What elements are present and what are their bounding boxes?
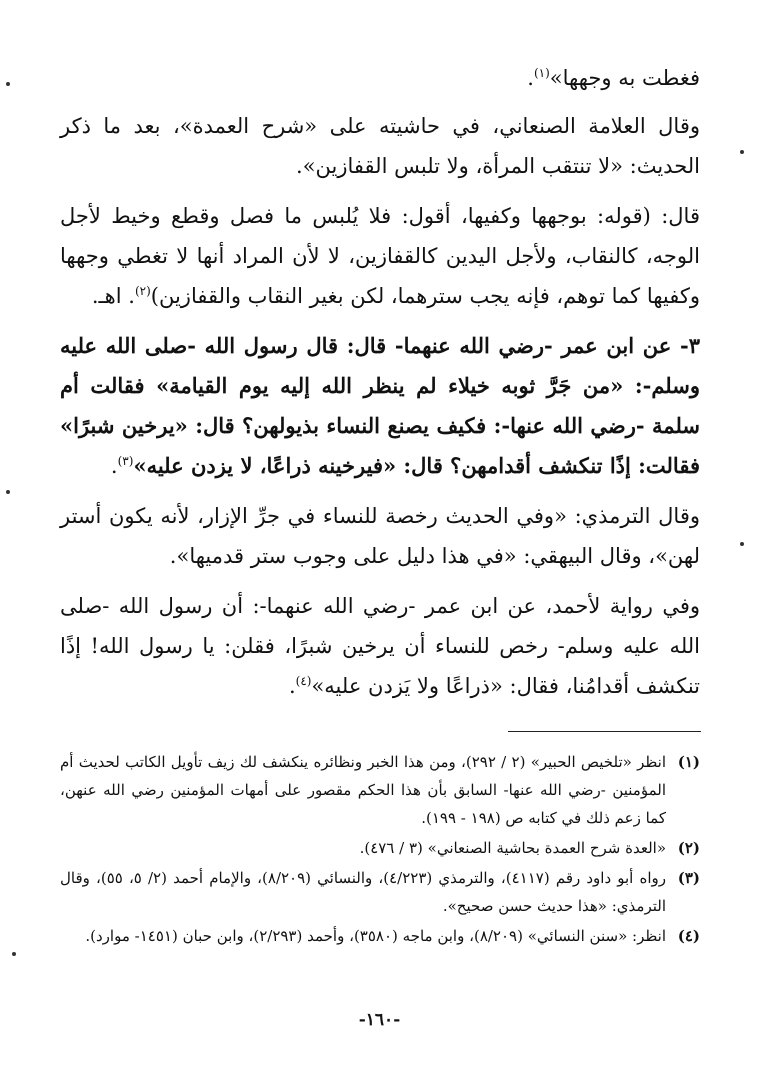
paragraph-3-text: قال: (قوله: بوجهها وكفيها، أقول: فلا يُلبس ما فصل وقطع وخيط لأجل الوجه، كالنقاب، ولأجل اليدين كالقفازين، لا لأن المراد أنها لا تغطي وجهها وكفيها كما توهم، فإنه يجب سترهما، لكن بغير النقاب والقفازين) bbox=[60, 204, 700, 308]
footnote-number: (٣) bbox=[677, 869, 700, 887]
footnote-separator bbox=[508, 731, 701, 732]
paragraph-4-tail: . bbox=[110, 454, 118, 478]
page-number: -١٦٠- bbox=[358, 1010, 401, 1030]
scan-speck bbox=[740, 150, 744, 154]
footnote-number: (٤) bbox=[677, 927, 700, 945]
paragraph-1-text: فغطت به وجهها» bbox=[549, 66, 700, 90]
footnotes bbox=[60, 748, 700, 952]
paragraph-6 bbox=[60, 586, 700, 706]
footnote-1 bbox=[60, 748, 700, 832]
paragraph-4-text: ٣- عن ابن عمر -رضي الله عنهما- قال: قال رسول الله -صلى الله عليه وسلم-: «من جَرَّ ثوبه خيلاء لم ينظر الله إليه يوم القيامة» فقالت أم سلمة -رضي الله عنها-: فكيف يصنع النساء بذيولهن؟ قال: «يرخين شبرًا» فقالت: إذًا تنكشف أقدامهن؟ قال: «فيرخينه ذراعًا، لا يزدن عليه» bbox=[60, 333, 700, 478]
footnote-3 bbox=[60, 864, 700, 920]
footnote-text: انظر «تلخيص الحبير» (٢ / ٢٩٢)، ومن هذا الخبر ونظائره ينكشف لك زيف تأويل الكاتب لحديث أم المؤمنين -رضي الله عنها- السابق بأن هذا الحكم مقصور على أمهات المؤمنين رضي الله عنهن، كما زعم ذلك في كتابه ص (١٩٨ - ١٩٩). bbox=[60, 753, 667, 827]
footnote-ref-1[interactable]: (١) bbox=[533, 66, 550, 80]
footnote-text: انظر: «سنن النسائي» (٨/٢٠٩)، وابن ماجه (٣٥٨٠)، وأحمد (٢/٢٩٣)، وابن حبان (١٤٥١- موارد). bbox=[85, 927, 666, 945]
footnote-ref-2[interactable]: (٢) bbox=[134, 284, 151, 298]
paragraph-5 bbox=[60, 496, 700, 576]
paragraph-3 bbox=[60, 196, 700, 316]
paragraph-6-text: وفي رواية لأحمد، عن ابن عمر -رضي الله عنهما-: أن رسول الله -صلى الله عليه وسلم- رخص للنساء أن يرخين شبرًا، فقلن: يا رسول الله! إذًا تنكشف أقدامُنا، فقال: «ذراعًا ولا يَزدن عليه» bbox=[60, 594, 700, 698]
paragraph-3-tail: . اهـ. bbox=[91, 284, 135, 308]
paragraph-1-tail: . bbox=[527, 66, 534, 90]
scan-speck bbox=[12, 952, 16, 956]
footnote-number: (٢) bbox=[677, 839, 700, 857]
scan-speck bbox=[740, 542, 744, 546]
page-body bbox=[60, 58, 700, 716]
footnote-number: (١) bbox=[677, 753, 700, 771]
footnote-ref-4[interactable]: (٤) bbox=[295, 674, 312, 688]
scan-speck bbox=[6, 82, 10, 86]
footnote-ref-3[interactable]: (٣) bbox=[117, 454, 134, 468]
paragraph-4 bbox=[60, 326, 700, 486]
footnote-4 bbox=[60, 922, 700, 950]
footnote-text: «العدة شرح العمدة بحاشية الصنعاني» (٣ / ٤٧٦). bbox=[359, 839, 666, 857]
paragraph-5-text: وقال الترمذي: «وفي الحديث رخصة للنساء في جرِّ الإزار، لأنه يكون أستر لهن»، وقال البيهقي: «في هذا دليل على وجوب ستر قدميها». bbox=[60, 504, 700, 568]
paragraph-6-tail: . bbox=[288, 674, 296, 698]
footnote-text: رواه أبو داود رقم (٤١١٧)، والترمذي (٤/٢٢٣)، والنسائي (٨/٢٠٩)، والإمام أحمد (٢/ ٥، ٥٥)، وقال الترمذي: «هذا حديث حسن صحيح». bbox=[60, 869, 666, 915]
scan-speck bbox=[6, 490, 10, 494]
paragraph-2-text: وقال العلامة الصنعاني، في حاشيته على «شرح العمدة»، بعد ما ذكر الحديث: «لا تنتقب المرأة، ولا تلبس القفازين». bbox=[60, 114, 700, 178]
footnote-2 bbox=[60, 834, 700, 862]
paragraph-2 bbox=[60, 106, 700, 186]
paragraph-1 bbox=[60, 58, 700, 98]
